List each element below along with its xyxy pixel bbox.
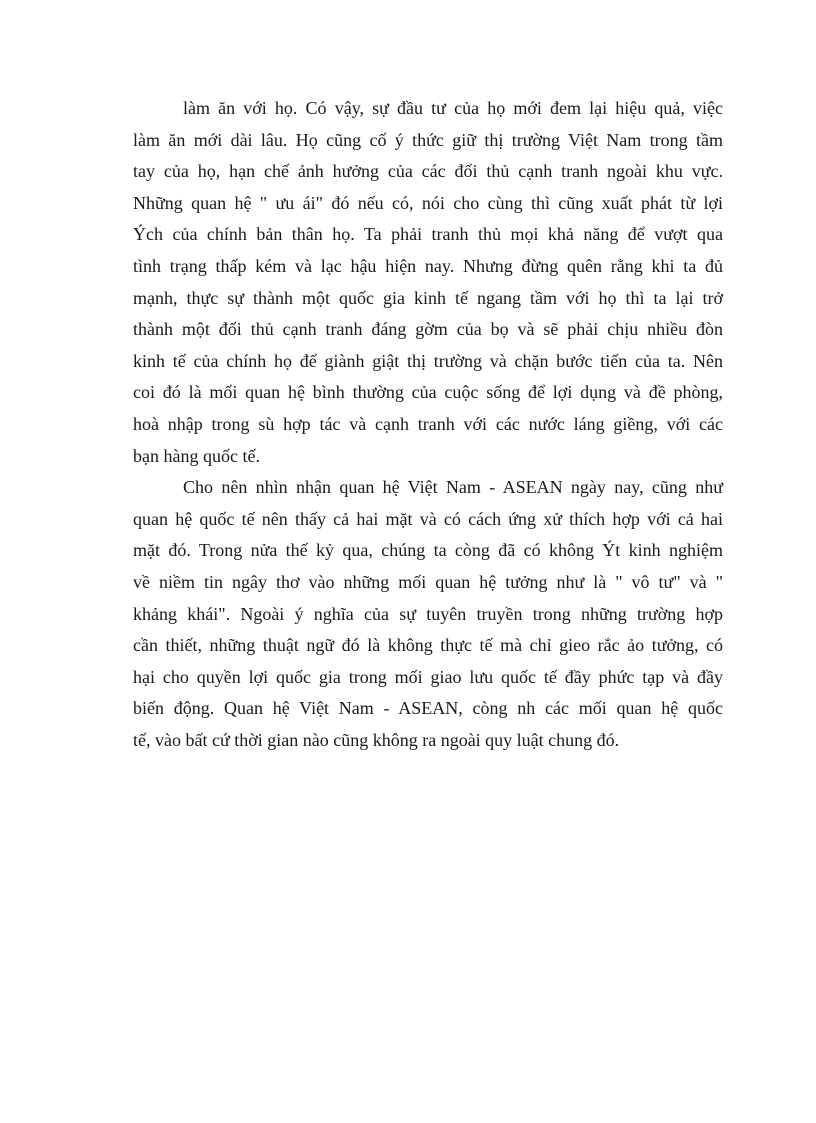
text-line: cần thiết, những thuật ngữ đó là không thực tế mà chỉ gieo rắc ảo tưởng, có bbox=[133, 635, 723, 656]
text-line: làm ăn mới dài lâu. Họ cũng cố ý thức giữ thị trường Việt Nam trong tầm bbox=[133, 129, 723, 150]
text-line: mặt đó. Trong nửa thế kỷ qua, chúng ta còng đã có không Ýt kinh nghiệm bbox=[133, 540, 723, 561]
text-line: về niềm tin ngây thơ vào những mối quan hệ tưởng như là " vô tư" và " bbox=[133, 571, 723, 592]
text-line: kinh tế của chính họ để giành giật thị trường và chặn bước tiến của ta. Nên bbox=[133, 350, 723, 371]
text-line: làm ăn với họ. Có vậy, sự đầu tư của họ mới đem lại hiệu quả, việc bbox=[183, 98, 723, 118]
text-line: khảng khái". Ngoài ý nghĩa của sự tuyên truyền trong những trường hợp bbox=[133, 603, 723, 624]
text-line: bạn hàng quốc tế. bbox=[133, 445, 260, 466]
text-line: Ých của chính bản thân họ. Ta phải tranh thủ mọi khả năng để vượt qua bbox=[133, 224, 723, 245]
text-line: biến động. Quan hệ Việt Nam - ASEAN, còng nh các mối quan hệ quốc bbox=[133, 698, 723, 719]
text-line: mạnh, thực sự thành một quốc gia kinh tế ngang tầm với họ thì ta lại trở bbox=[133, 287, 723, 308]
text-line: tay của họ, hạn chế ảnh hưởng của các đối thủ cạnh tranh ngoài khu vực. bbox=[133, 161, 723, 182]
paragraph-2 bbox=[133, 472, 723, 756]
paragraph-1 bbox=[133, 93, 723, 472]
text-line: coi đó là mối quan hệ bình thường của cuộc sống để lợi dụng và đề phòng, bbox=[133, 382, 723, 403]
text-line: Những quan hệ " ưu ái" đó nếu có, nói cho cùng thì cũng xuất phát từ lợi bbox=[133, 192, 723, 213]
body-text bbox=[133, 93, 723, 756]
text-line: quan hệ quốc tế nên thấy cả hai mặt và có cách ứng xử thích hợp với cả hai bbox=[133, 508, 723, 529]
text-line: thành một đối thủ cạnh tranh đáng gờm của bọ và sẽ phải chịu nhiều đòn bbox=[133, 319, 723, 340]
text-line: hoà nhập trong sù hợp tác và cạnh tranh với các nước láng giềng, với các bbox=[133, 413, 723, 434]
text-line: tình trạng thấp kém và lạc hậu hiện nay. Nhưng đừng quên rằng khi ta đủ bbox=[133, 255, 723, 276]
text-line: hại cho quyền lợi quốc gia trong mối giao lưu quốc tế đầy phức tạp và đầy bbox=[133, 666, 723, 687]
text-line: tế, vào bất cứ thời gian nào cũng không ra ngoài quy luật chung đó. bbox=[133, 729, 620, 750]
text-line: Cho nên nhìn nhận quan hệ Việt Nam - ASEAN ngày nay, cũng như bbox=[183, 477, 723, 498]
